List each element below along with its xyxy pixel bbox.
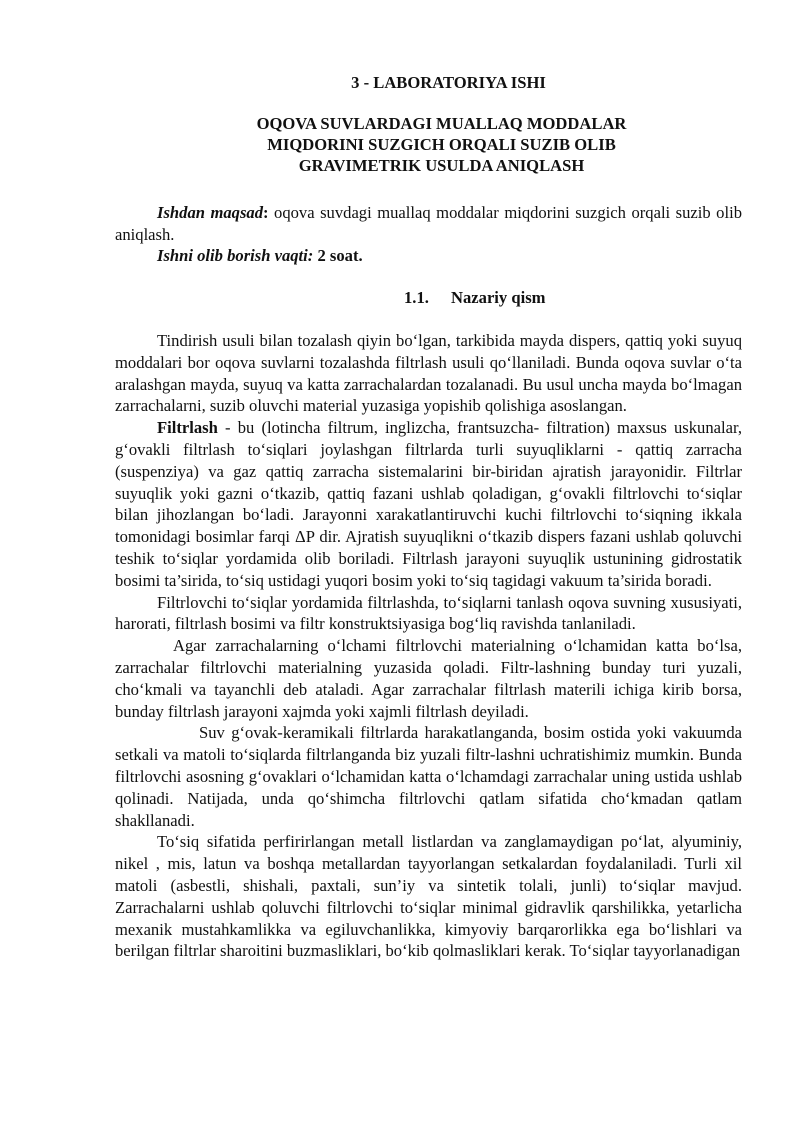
purpose-text: oqova suvdagi muallaq moddalar miqdorini suzgich orqali suzib olib aniqlash. [115, 202, 742, 244]
term-filtrlash: Filtrlash [157, 418, 218, 438]
document-page [115, 72, 742, 962]
paragraph-filtrlash [115, 417, 742, 591]
main-title-line: GRAVIMETRIK USULDA ANIQLASH [298, 155, 585, 175]
section-title: Nazariy qism [451, 288, 546, 308]
duration-label: Ishni olib borish vaqti: [157, 246, 314, 266]
lab-title: 3 - LABORATORIYA ISHI [351, 73, 546, 92]
paragraph-suv: Suv g‘ovak-keramikali filtrlarda harakatlanganda, bosim ostida yoki vakuumda setkali va matoli to‘siqlarda filtrlanganda biz yuzali filtr-lashni uchratishimiz mumkin. Bunda filtrlovchi asosning g‘ovaklari o‘lchamidan katta o‘lchamdagi zarrachalar uning ustida ushlab qolinadi. Natijada, unda qo‘shimcha filtrlovchi qatlam sifatida cho‘kmadan qatlam shakllanadi. [115, 723, 742, 830]
duration-value: 2 soat. [313, 246, 363, 266]
main-title [115, 113, 742, 176]
purpose-label: Ishdan maqsad [157, 202, 264, 222]
paragraph-tosiq-sifatida: To‘siq sifatida perfirirlangan metall listlardan va zanglamaydigan po‘lat, alyuminiy, nikel , mis, latun va boshqa metallardan tayyorlangan setkalardan foydalaniladi. Turli xil matoli (asbestli, shishali, paxtali, sun’iy va sintetik tolali, junli) to‘siqlar mavjud. Zarrachalarni ushlab qoluvchi filtrlovchi to‘siqlar minimal gidravlik qarshilikka, yetarlicha mexanik mustahkamlikka va egiluvchanlikka, kimyoviy barqarorlikka ega bo‘lishlari va berilgan filtrlar sharoitini buzmasliklari, bo‘kib qolmasliklari kerak. To‘siqlar tayyorlanadigan [115, 832, 742, 961]
duration-line [115, 245, 742, 267]
paragraph-zarrachalar: Agar zarrachalarning o‘lchami filtrlovchi materialning o‘lchamidan katta bo‘lsa, zarrachalar filtrlovchi materialning yuzasida qoladi. Filtr-lashning bunday turi yuzali, cho‘kmali va tayanchli deb ataladi. Agar zarrachalar filtrlash materili ichiga kirib borsa, bunday filtrlash jarayoni xajmda yoki xajmli filtrlash deyiladi. [115, 636, 742, 721]
main-title-line: OQOVA SUVLARDAGI MUALLAQ MODDALAR [256, 113, 627, 133]
paragraph-tosiqlar: Filtrlovchi to‘siqlar yordamida filtrlashda, to‘siqlarni tanlash oqova suvning xususiyati, harorati, filtrlash bosimi va filtr konstruktsiyasiga bog‘liq ravishda tanlaniladi. [115, 592, 742, 634]
paragraph-tindirish: Tindirish usuli bilan tozalash qiyin bo‘lgan, tarkibida mayda dispers, qattiq yoki suyuq moddalari bor oqova suvlarni tozalashda filtrlash usuli qo‘llaniladi. Bunda oqova suvlar o‘ta aralashgan mayda, suyuq va katta zarrachalardan tozalanadi. Bu usul uncha mayda bo‘lmagan zarrachalarni, suzib oluvchi material yuzasiga yopishib qolishiga asoslangan. [115, 330, 742, 416]
paragraph-filtrlash-text: - bu (lotincha filtrum, inglizcha, frantsuzcha- filtration) maxsus uskunalar, g‘ovakli filtrlash to‘siqlari joylashgan filtrlarda turli suyuqliklarni - qattiq zarracha (suspenziya) va gaz qattiq zarracha sistemalarini bir-biridan ajratish jarayonidir. Filtrlar suyuqlik yoki gazni o‘tkazib, qattiq fazani ushlab qoladigan, g‘ovakli filtrlovchi to‘siqlar bilan jihozlangan bo‘ladi. Jarayonni xarakatlantiruvchi kuchi filtrlovchi to‘siqning ikkala tomonidagi bosimlar farqi ΔP dir. Ajratish suyuqlikni o‘tkazib dispers fazani ushlab qoluvchi teshik to‘siqlar yordamida olib boriladi. Filtrlash jarayoni suyuqlik ustunining gidrostatik bosimi ta’sirida, to‘siq ustidagi yuqori bosim yoki to‘siq tagidagi vakuum ta’sirida boradi. [115, 418, 742, 590]
section-number: 1.1. [404, 288, 429, 308]
purpose-colon: : [263, 202, 269, 222]
purpose-paragraph [115, 202, 742, 246]
section-heading [115, 287, 742, 309]
main-title-line: MIQDORINI SUZGICH ORQALI SUZIB OLIB [267, 134, 616, 154]
